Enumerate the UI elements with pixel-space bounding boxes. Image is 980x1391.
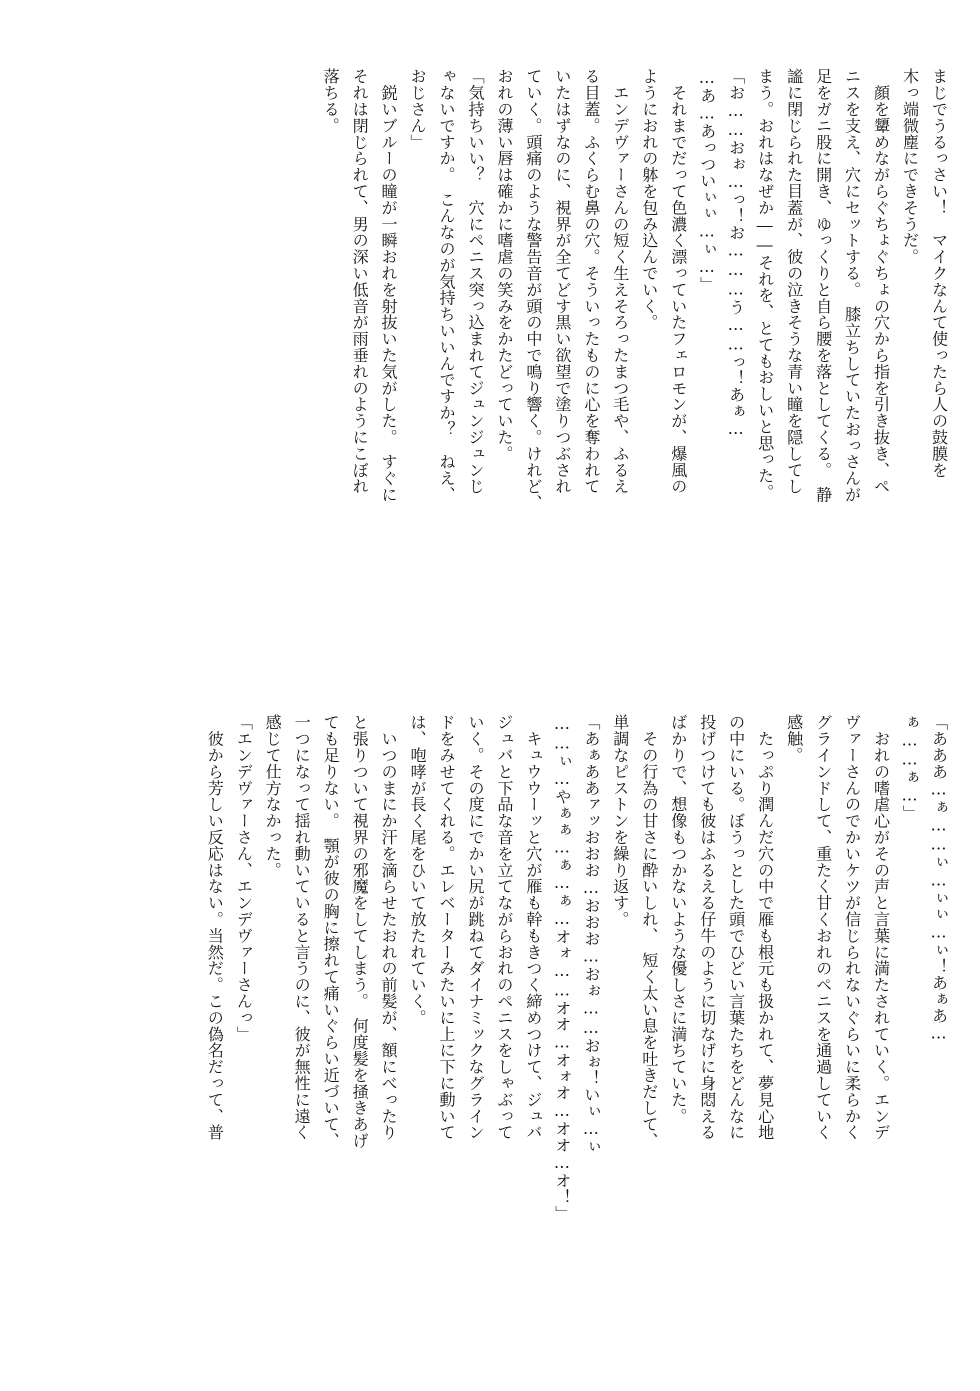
text-column: の中にいる。ぼうっとした頭でひどい言葉たちをどんなに bbox=[726, 714, 746, 1141]
text-column: 鋭いブルーの瞳が一瞬おれを射抜いた気がした。 すぐに bbox=[378, 68, 398, 503]
text-column: ばかりで、想像もつかないような優しさに満ちていた。 bbox=[668, 714, 688, 1124]
text-column: 感触。 bbox=[784, 714, 804, 764]
text-column: ぁ……ぁ…」 bbox=[900, 714, 920, 822]
text-column: ジュバと下品な音を立てながらおれのペニスをしゃぶって bbox=[494, 714, 514, 1141]
text-column: おれの嗜虐心がその声と言葉に満たされていく。エンデ bbox=[871, 714, 891, 1141]
text-column: 「気持ちいい？ 穴にペニス突っ込まれてジュンジュンじ bbox=[465, 68, 485, 495]
text-column: まう。おれはなぜか――それを、とてもおしいと思った。 bbox=[755, 68, 775, 501]
text-column: ていく。頭痛のような警告音が頭の中で鳴り響く。けれど、 bbox=[523, 68, 543, 511]
text-column: 落ちる。 bbox=[320, 68, 340, 134]
upper-text-block bbox=[52, 68, 952, 680]
text-column: 「あぁああァッおおお…おおお…おぉ……おぉ！いぃ…ぃ bbox=[581, 714, 601, 1155]
text-column: は、咆哮が長く尾をひいて放たれていく。 bbox=[407, 714, 427, 1026]
text-column: 謐に閉じられた目蓋が、彼の泣きそうな青い瞳を隠してし bbox=[784, 68, 804, 495]
text-column: ようにおれの躰を包み込んでいく。 bbox=[639, 68, 659, 331]
text-column: ても足りない。 顎が彼の胸に擦れて痛いぐらい近づいて、 bbox=[320, 714, 340, 1149]
text-column: それは閉じられて、男の深い低音が雨垂れのようにこぼれ bbox=[349, 68, 369, 495]
text-column: いつのまにか汗を滴らせたおれの前髪が、額にべったり bbox=[378, 714, 398, 1141]
text-column: 「お……おぉ…っ！お………う……っ！あぁ… bbox=[726, 68, 746, 439]
text-column: ゃないですか。 こんなのが気持ちいいんですか？ ねえ、 bbox=[436, 68, 456, 503]
text-column: 単調なピストンを繰り返す。 bbox=[610, 714, 630, 928]
text-column: ニスを支え、穴にセットする。 膝立ちしていたおっさんが bbox=[842, 68, 862, 503]
text-column: たっぷり潤んだ穴の中で雁も根元も扱かれて、夢見心地 bbox=[755, 714, 775, 1141]
text-column: エンデヴァーさんの短く生えそろったまつ毛や、ふるえ bbox=[610, 68, 630, 495]
text-column: と張りついて視界の邪魔をしてしまう。 何度髪を掻きあげ bbox=[349, 714, 369, 1149]
text-column: 感じて仕方なかった。 bbox=[262, 714, 282, 878]
text-column: おじさん」 bbox=[407, 68, 427, 150]
text-column: る目蓋。ふくらむ鼻の穴。そういったものに心を奪われて bbox=[581, 68, 601, 495]
text-column: いく。その度にでかい尻が跳ねてダイナミックなグライン bbox=[465, 714, 485, 1141]
text-column: いたはずなのに、視界が全てどす黒い欲望で塗りつぶされ bbox=[552, 68, 572, 495]
text-column: 足をガニ股に開き、ゆっくりと自ら腰を落としてくる。 静 bbox=[813, 68, 833, 503]
text-column: 「エンデヴァーさん、エンデヴァーさんっ」 bbox=[233, 714, 253, 1042]
text-column: その行為の甘さに酔いしれ、 短く太い息を吐きだして、 bbox=[639, 714, 659, 1149]
text-column: それまでだって色濃く漂っていたフェロモンが、爆風の bbox=[668, 68, 688, 495]
text-column: ……ぃ…やぁぁ…ぁ…ぁ…オォ……オオ…オォオ…オオ…オ！」 bbox=[552, 714, 572, 1222]
text-column: 投げつけても彼はふるえる仔牛のように切なげに身悶える bbox=[697, 714, 717, 1141]
text-column: ドをみせてくれる。エレベーターみたいに上に下に動いて bbox=[436, 714, 456, 1141]
text-column: キュウウーッと穴が雁も幹もきつく締めつけて、ジュバ bbox=[523, 714, 543, 1141]
text-column: 一つになって揺れ動いていると言うのに、彼が無性に遠く bbox=[291, 714, 311, 1141]
text-column: グラインドして、重たく甘くおれのペニスを通過していく bbox=[813, 714, 833, 1141]
text-column: おれの薄い唇は確かに嗜虐の笑みをかたどっていた。 bbox=[494, 68, 514, 462]
text-column: …あ…あっついぃぃ…ぃ…」 bbox=[697, 68, 717, 293]
text-column: 顔を顰めながらぐちょぐちょの穴から指を引き抜き、ペ bbox=[871, 68, 891, 495]
text-column: 「あああ…ぁ……ぃ…ぃぃ…ぃ！あぁあ… bbox=[929, 714, 948, 1043]
text-column: 木っ端微塵にできそうだ。 bbox=[900, 68, 920, 265]
text-column: ヴァーさんのでかいケツが信じられないぐらいに柔らかく bbox=[842, 714, 862, 1141]
text-column: まじでうるっさい！ マイクなんて使ったら人の鼓膜を bbox=[929, 68, 948, 478]
lower-text-block bbox=[52, 714, 952, 1326]
text-column: 彼から芳しい反応はない。当然だ。この偽名だって、普 bbox=[204, 714, 224, 1141]
